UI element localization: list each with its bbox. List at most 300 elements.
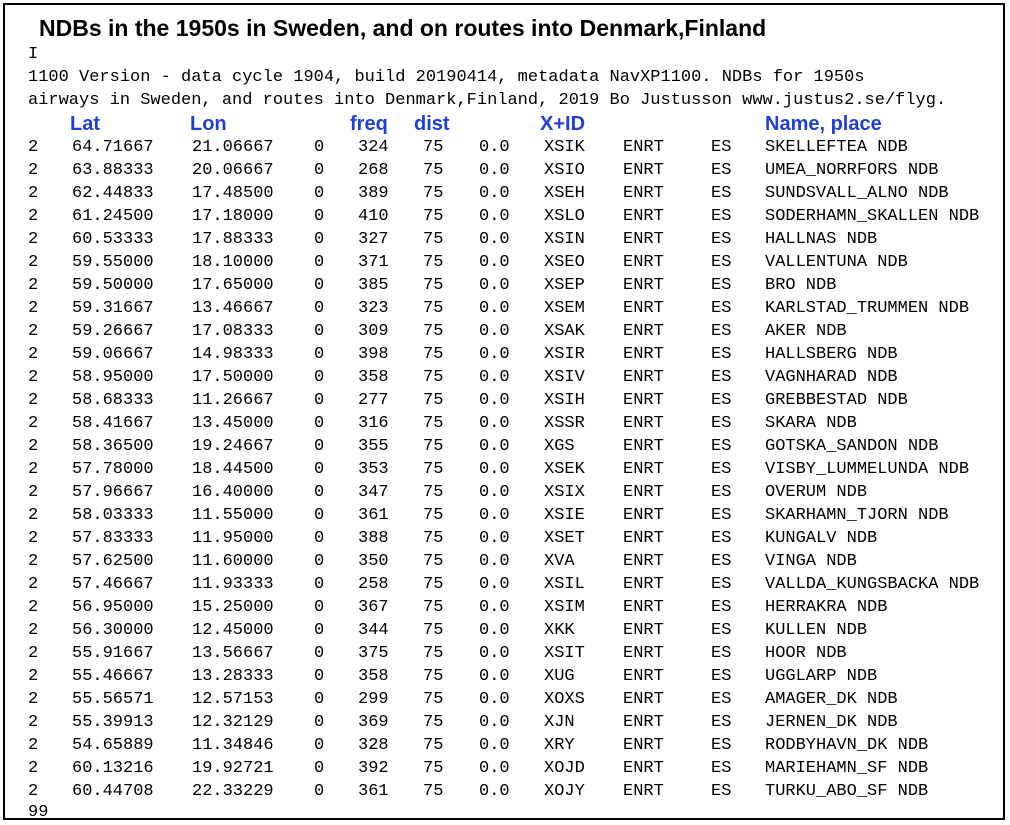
cell-name: SKARA NDB bbox=[765, 414, 857, 433]
cell-lon: 13.56667 bbox=[192, 644, 274, 663]
cell-elevation: 0 bbox=[314, 713, 325, 732]
cell-dist: 75 bbox=[423, 460, 444, 479]
cell-region: ES bbox=[711, 713, 732, 732]
cell-ident: XSEM bbox=[544, 299, 585, 318]
cell-lat: 55.56571 bbox=[72, 690, 154, 709]
cell-region: ES bbox=[711, 230, 732, 249]
cell-dist: 75 bbox=[423, 759, 444, 778]
cell-type: 2 bbox=[28, 322, 39, 341]
cell-type: 2 bbox=[28, 207, 39, 226]
cell-region: ES bbox=[711, 644, 732, 663]
cell-freq: 353 bbox=[358, 460, 389, 479]
cell-lon: 12.57153 bbox=[192, 690, 274, 709]
cell-lon: 19.92721 bbox=[192, 759, 274, 778]
cell-type: 2 bbox=[28, 230, 39, 249]
cell-enrt: ENRT bbox=[623, 414, 664, 433]
cell-region: ES bbox=[711, 161, 732, 180]
cell-freq: 367 bbox=[358, 598, 389, 617]
cell-enrt: ENRT bbox=[623, 391, 664, 410]
cell-name: TURKU_ABO_SF NDB bbox=[765, 782, 929, 801]
cell-lon: 16.40000 bbox=[192, 483, 274, 502]
cell-enrt: ENRT bbox=[623, 483, 664, 502]
document-frame bbox=[3, 3, 1005, 820]
table-row bbox=[5, 251, 1005, 274]
header-line-2: 1100 Version - data cycle 1904, build 20190414, metadata NavXP1100. NDBs for 1950s bbox=[28, 68, 865, 87]
cell-lon: 19.24667 bbox=[192, 437, 274, 456]
cell-name: GREBBESTAD NDB bbox=[765, 391, 908, 410]
cell-dist: 75 bbox=[423, 368, 444, 387]
cell-lon: 17.50000 bbox=[192, 368, 274, 387]
cell-enrt: ENRT bbox=[623, 713, 664, 732]
cell-lat: 59.06667 bbox=[72, 345, 154, 364]
cell-type: 2 bbox=[28, 483, 39, 502]
cell-type: 2 bbox=[28, 437, 39, 456]
cell-bearing: 0.0 bbox=[479, 690, 510, 709]
cell-ident: XSIT bbox=[544, 644, 585, 663]
cell-lat: 57.78000 bbox=[72, 460, 154, 479]
cell-freq: 344 bbox=[358, 621, 389, 640]
cell-enrt: ENRT bbox=[623, 621, 664, 640]
table-row bbox=[5, 780, 1005, 803]
cell-elevation: 0 bbox=[314, 621, 325, 640]
cell-region: ES bbox=[711, 253, 732, 272]
table-row bbox=[5, 458, 1005, 481]
cell-bearing: 0.0 bbox=[479, 437, 510, 456]
cell-name: AMAGER_DK NDB bbox=[765, 690, 898, 709]
cell-elevation: 0 bbox=[314, 299, 325, 318]
cell-name: GOTSKA_SANDON NDB bbox=[765, 437, 939, 456]
table-row bbox=[5, 504, 1005, 527]
cell-freq: 309 bbox=[358, 322, 389, 341]
cell-type: 2 bbox=[28, 598, 39, 617]
cell-freq: 358 bbox=[358, 667, 389, 686]
table-row bbox=[5, 205, 1005, 228]
cell-name: RODBYHAVN_DK NDB bbox=[765, 736, 929, 755]
cell-enrt: ENRT bbox=[623, 368, 664, 387]
cell-ident: XRY bbox=[544, 736, 575, 755]
cell-dist: 75 bbox=[423, 322, 444, 341]
cell-lat: 62.44833 bbox=[72, 184, 154, 203]
cell-bearing: 0.0 bbox=[479, 414, 510, 433]
table-row bbox=[5, 757, 1005, 780]
cell-lon: 13.45000 bbox=[192, 414, 274, 433]
header-line-1: I bbox=[28, 45, 39, 64]
cell-bearing: 0.0 bbox=[479, 621, 510, 640]
cell-lon: 11.95000 bbox=[192, 529, 274, 548]
cell-name: KUNGALV NDB bbox=[765, 529, 878, 548]
cell-name: VISBY_LUMMELUNDA NDB bbox=[765, 460, 970, 479]
cell-region: ES bbox=[711, 506, 732, 525]
cell-ident: XSIN bbox=[544, 230, 585, 249]
cell-bearing: 0.0 bbox=[479, 460, 510, 479]
cell-enrt: ENRT bbox=[623, 437, 664, 456]
cell-elevation: 0 bbox=[314, 391, 325, 410]
cell-enrt: ENRT bbox=[623, 759, 664, 778]
cell-region: ES bbox=[711, 368, 732, 387]
cell-bearing: 0.0 bbox=[479, 644, 510, 663]
table-row bbox=[5, 642, 1005, 665]
cell-region: ES bbox=[711, 299, 732, 318]
cell-bearing: 0.0 bbox=[479, 782, 510, 801]
cell-type: 2 bbox=[28, 460, 39, 479]
cell-lat: 59.31667 bbox=[72, 299, 154, 318]
cell-lon: 17.88333 bbox=[192, 230, 274, 249]
cell-ident: XSIH bbox=[544, 391, 585, 410]
cell-lat: 54.65889 bbox=[72, 736, 154, 755]
cell-type: 2 bbox=[28, 713, 39, 732]
cell-elevation: 0 bbox=[314, 460, 325, 479]
cell-enrt: ENRT bbox=[623, 253, 664, 272]
cell-lat: 60.13216 bbox=[72, 759, 154, 778]
cell-freq: 358 bbox=[358, 368, 389, 387]
cell-type: 2 bbox=[28, 529, 39, 548]
cell-ident: XSEH bbox=[544, 184, 585, 203]
cell-enrt: ENRT bbox=[623, 299, 664, 318]
cell-type: 2 bbox=[28, 345, 39, 364]
table-row bbox=[5, 159, 1005, 182]
cell-lat: 57.46667 bbox=[72, 575, 154, 594]
cell-ident: XSIE bbox=[544, 506, 585, 525]
cell-dist: 75 bbox=[423, 414, 444, 433]
cell-type: 2 bbox=[28, 667, 39, 686]
cell-dist: 75 bbox=[423, 391, 444, 410]
cell-lat: 55.39913 bbox=[72, 713, 154, 732]
cell-lon: 11.34846 bbox=[192, 736, 274, 755]
cell-name: HALLSBERG NDB bbox=[765, 345, 898, 364]
cell-elevation: 0 bbox=[314, 598, 325, 617]
cell-freq: 392 bbox=[358, 759, 389, 778]
cell-name: OVERUM NDB bbox=[765, 483, 868, 502]
table-row bbox=[5, 688, 1005, 711]
table-row bbox=[5, 481, 1005, 504]
cell-elevation: 0 bbox=[314, 138, 325, 157]
cell-ident: XUG bbox=[544, 667, 575, 686]
table-row bbox=[5, 734, 1005, 757]
cell-type: 2 bbox=[28, 138, 39, 157]
table-row bbox=[5, 596, 1005, 619]
cell-lat: 64.71667 bbox=[72, 138, 154, 157]
cell-bearing: 0.0 bbox=[479, 299, 510, 318]
cell-elevation: 0 bbox=[314, 414, 325, 433]
cell-elevation: 0 bbox=[314, 552, 325, 571]
cell-freq: 347 bbox=[358, 483, 389, 502]
cell-lon: 13.28333 bbox=[192, 667, 274, 686]
cell-enrt: ENRT bbox=[623, 276, 664, 295]
cell-ident: XSEO bbox=[544, 253, 585, 272]
table-row bbox=[5, 389, 1005, 412]
cell-freq: 350 bbox=[358, 552, 389, 571]
cell-region: ES bbox=[711, 736, 732, 755]
table-row bbox=[5, 136, 1005, 159]
cell-name: HALLNAS NDB bbox=[765, 230, 878, 249]
cell-region: ES bbox=[711, 322, 732, 341]
cell-dist: 75 bbox=[423, 345, 444, 364]
cell-elevation: 0 bbox=[314, 230, 325, 249]
cell-lat: 58.36500 bbox=[72, 437, 154, 456]
cell-type: 2 bbox=[28, 299, 39, 318]
cell-region: ES bbox=[711, 483, 732, 502]
table-row bbox=[5, 573, 1005, 596]
cell-freq: 355 bbox=[358, 437, 389, 456]
cell-dist: 75 bbox=[423, 207, 444, 226]
cell-enrt: ENRT bbox=[623, 644, 664, 663]
cell-freq: 361 bbox=[358, 782, 389, 801]
cell-ident: XSEP bbox=[544, 276, 585, 295]
cell-freq: 316 bbox=[358, 414, 389, 433]
cell-ident: XSIM bbox=[544, 598, 585, 617]
cell-freq: 389 bbox=[358, 184, 389, 203]
cell-name: MARIEHAMN_SF NDB bbox=[765, 759, 929, 778]
cell-freq: 328 bbox=[358, 736, 389, 755]
cell-region: ES bbox=[711, 575, 732, 594]
cell-ident: XOXS bbox=[544, 690, 585, 709]
cell-elevation: 0 bbox=[314, 736, 325, 755]
cell-freq: 268 bbox=[358, 161, 389, 180]
cell-region: ES bbox=[711, 667, 732, 686]
cell-type: 2 bbox=[28, 276, 39, 295]
cell-type: 2 bbox=[28, 391, 39, 410]
cell-enrt: ENRT bbox=[623, 207, 664, 226]
cell-ident: XSLO bbox=[544, 207, 585, 226]
cell-elevation: 0 bbox=[314, 644, 325, 663]
cell-freq: 361 bbox=[358, 506, 389, 525]
cell-type: 2 bbox=[28, 552, 39, 571]
cell-lon: 17.65000 bbox=[192, 276, 274, 295]
cell-bearing: 0.0 bbox=[479, 736, 510, 755]
cell-lat: 59.26667 bbox=[72, 322, 154, 341]
cell-elevation: 0 bbox=[314, 322, 325, 341]
cell-type: 2 bbox=[28, 736, 39, 755]
table-row bbox=[5, 297, 1005, 320]
cell-bearing: 0.0 bbox=[479, 552, 510, 571]
cell-name: UGGLARP NDB bbox=[765, 667, 878, 686]
cell-name: VINGA NDB bbox=[765, 552, 857, 571]
cell-name: UMEA_NORRFORS NDB bbox=[765, 161, 939, 180]
cell-elevation: 0 bbox=[314, 575, 325, 594]
cell-enrt: ENRT bbox=[623, 552, 664, 571]
table-row bbox=[5, 665, 1005, 688]
cell-type: 2 bbox=[28, 414, 39, 433]
table-row bbox=[5, 412, 1005, 435]
cell-dist: 75 bbox=[423, 598, 444, 617]
cell-dist: 75 bbox=[423, 230, 444, 249]
cell-lat: 57.96667 bbox=[72, 483, 154, 502]
cell-lat: 58.41667 bbox=[72, 414, 154, 433]
cell-lon: 22.33229 bbox=[192, 782, 274, 801]
cell-region: ES bbox=[711, 437, 732, 456]
cell-dist: 75 bbox=[423, 437, 444, 456]
cell-freq: 410 bbox=[358, 207, 389, 226]
cell-dist: 75 bbox=[423, 506, 444, 525]
cell-bearing: 0.0 bbox=[479, 184, 510, 203]
cell-lon: 15.25000 bbox=[192, 598, 274, 617]
cell-dist: 75 bbox=[423, 621, 444, 640]
cell-region: ES bbox=[711, 276, 732, 295]
cell-lon: 20.06667 bbox=[192, 161, 274, 180]
cell-ident: XSAK bbox=[544, 322, 585, 341]
cell-type: 2 bbox=[28, 644, 39, 663]
cell-bearing: 0.0 bbox=[479, 713, 510, 732]
cell-region: ES bbox=[711, 690, 732, 709]
cell-bearing: 0.0 bbox=[479, 483, 510, 502]
cell-enrt: ENRT bbox=[623, 529, 664, 548]
cell-lon: 18.44500 bbox=[192, 460, 274, 479]
cell-bearing: 0.0 bbox=[479, 161, 510, 180]
cell-elevation: 0 bbox=[314, 276, 325, 295]
cell-type: 2 bbox=[28, 506, 39, 525]
table-row bbox=[5, 274, 1005, 297]
cell-ident: XKK bbox=[544, 621, 575, 640]
cell-lon: 17.08333 bbox=[192, 322, 274, 341]
cell-dist: 75 bbox=[423, 644, 444, 663]
cell-region: ES bbox=[711, 598, 732, 617]
cell-name: SKELLEFTEA NDB bbox=[765, 138, 908, 157]
cell-dist: 75 bbox=[423, 667, 444, 686]
cell-region: ES bbox=[711, 621, 732, 640]
table-row bbox=[5, 435, 1005, 458]
cell-name: AKER NDB bbox=[765, 322, 847, 341]
cell-region: ES bbox=[711, 460, 732, 479]
cell-elevation: 0 bbox=[314, 207, 325, 226]
cell-ident: XSIK bbox=[544, 138, 585, 157]
cell-freq: 398 bbox=[358, 345, 389, 364]
cell-lon: 11.55000 bbox=[192, 506, 274, 525]
cell-type: 2 bbox=[28, 253, 39, 272]
cell-region: ES bbox=[711, 391, 732, 410]
cell-ident: XSEK bbox=[544, 460, 585, 479]
cell-dist: 75 bbox=[423, 552, 444, 571]
cell-ident: XSIV bbox=[544, 368, 585, 387]
cell-enrt: ENRT bbox=[623, 345, 664, 364]
cell-lat: 60.53333 bbox=[72, 230, 154, 249]
cell-dist: 75 bbox=[423, 690, 444, 709]
table-row bbox=[5, 320, 1005, 343]
cell-region: ES bbox=[711, 759, 732, 778]
cell-lon: 12.45000 bbox=[192, 621, 274, 640]
cell-lat: 56.95000 bbox=[72, 598, 154, 617]
cell-ident: XVA bbox=[544, 552, 575, 571]
cell-elevation: 0 bbox=[314, 690, 325, 709]
cell-region: ES bbox=[711, 552, 732, 571]
cell-lat: 56.30000 bbox=[72, 621, 154, 640]
column-header-dist: dist bbox=[414, 113, 450, 135]
cell-dist: 75 bbox=[423, 736, 444, 755]
cell-type: 2 bbox=[28, 184, 39, 203]
cell-enrt: ENRT bbox=[623, 506, 664, 525]
cell-bearing: 0.0 bbox=[479, 506, 510, 525]
cell-lat: 60.44708 bbox=[72, 782, 154, 801]
cell-type: 2 bbox=[28, 575, 39, 594]
cell-lon: 12.32129 bbox=[192, 713, 274, 732]
cell-bearing: 0.0 bbox=[479, 138, 510, 157]
cell-region: ES bbox=[711, 207, 732, 226]
cell-elevation: 0 bbox=[314, 667, 325, 686]
cell-lon: 11.26667 bbox=[192, 391, 274, 410]
cell-name: BRO NDB bbox=[765, 276, 837, 295]
cell-type: 2 bbox=[28, 690, 39, 709]
cell-region: ES bbox=[711, 138, 732, 157]
cell-name: VALLDA_KUNGSBACKA NDB bbox=[765, 575, 980, 594]
cell-freq: 385 bbox=[358, 276, 389, 295]
cell-elevation: 0 bbox=[314, 483, 325, 502]
cell-dist: 75 bbox=[423, 713, 444, 732]
cell-name: KULLEN NDB bbox=[765, 621, 868, 640]
cell-lat: 59.55000 bbox=[72, 253, 154, 272]
cell-bearing: 0.0 bbox=[479, 322, 510, 341]
cell-freq: 324 bbox=[358, 138, 389, 157]
table-row bbox=[5, 527, 1005, 550]
cell-enrt: ENRT bbox=[623, 161, 664, 180]
cell-bearing: 0.0 bbox=[479, 529, 510, 548]
cell-ident: XGS bbox=[544, 437, 575, 456]
cell-region: ES bbox=[711, 782, 732, 801]
cell-name: SKARHAMN_TJORN NDB bbox=[765, 506, 949, 525]
cell-lon: 17.48500 bbox=[192, 184, 274, 203]
cell-lat: 57.62500 bbox=[72, 552, 154, 571]
cell-elevation: 0 bbox=[314, 506, 325, 525]
cell-bearing: 0.0 bbox=[479, 759, 510, 778]
cell-name: HERRAKRA NDB bbox=[765, 598, 888, 617]
cell-dist: 75 bbox=[423, 138, 444, 157]
cell-ident: XJN bbox=[544, 713, 575, 732]
cell-elevation: 0 bbox=[314, 161, 325, 180]
cell-elevation: 0 bbox=[314, 184, 325, 203]
cell-bearing: 0.0 bbox=[479, 230, 510, 249]
cell-region: ES bbox=[711, 184, 732, 203]
cell-name: KARLSTAD_TRUMMEN NDB bbox=[765, 299, 970, 318]
cell-name: HOOR NDB bbox=[765, 644, 847, 663]
cell-enrt: ENRT bbox=[623, 667, 664, 686]
cell-freq: 327 bbox=[358, 230, 389, 249]
cell-dist: 75 bbox=[423, 161, 444, 180]
table-row bbox=[5, 619, 1005, 642]
cell-ident: XSSR bbox=[544, 414, 585, 433]
cell-bearing: 0.0 bbox=[479, 598, 510, 617]
table-row bbox=[5, 550, 1005, 573]
cell-freq: 369 bbox=[358, 713, 389, 732]
cell-name: JERNEN_DK NDB bbox=[765, 713, 898, 732]
cell-freq: 299 bbox=[358, 690, 389, 709]
cell-bearing: 0.0 bbox=[479, 253, 510, 272]
cell-lon: 17.18000 bbox=[192, 207, 274, 226]
column-header-lon: Lon bbox=[190, 113, 227, 135]
cell-freq: 388 bbox=[358, 529, 389, 548]
cell-enrt: ENRT bbox=[623, 184, 664, 203]
cell-lat: 59.50000 bbox=[72, 276, 154, 295]
cell-lat: 61.24500 bbox=[72, 207, 154, 226]
page-title: NDBs in the 1950s in Sweden, and on routes into Denmark,Finland bbox=[39, 15, 767, 41]
cell-elevation: 0 bbox=[314, 345, 325, 364]
cell-elevation: 0 bbox=[314, 368, 325, 387]
cell-enrt: ENRT bbox=[623, 575, 664, 594]
cell-lon: 18.10000 bbox=[192, 253, 274, 272]
cell-enrt: ENRT bbox=[623, 230, 664, 249]
cell-lon: 14.98333 bbox=[192, 345, 274, 364]
cell-bearing: 0.0 bbox=[479, 667, 510, 686]
column-header-id: X+ID bbox=[540, 113, 586, 135]
cell-bearing: 0.0 bbox=[479, 276, 510, 295]
cell-dist: 75 bbox=[423, 299, 444, 318]
cell-enrt: ENRT bbox=[623, 736, 664, 755]
table-row bbox=[5, 343, 1005, 366]
cell-name: SODERHAMN_SKALLEN NDB bbox=[765, 207, 980, 226]
cell-ident: XSIX bbox=[544, 483, 585, 502]
cell-enrt: ENRT bbox=[623, 138, 664, 157]
column-header-name: Name, place bbox=[765, 113, 882, 135]
cell-ident: XSIL bbox=[544, 575, 585, 594]
cell-freq: 371 bbox=[358, 253, 389, 272]
cell-bearing: 0.0 bbox=[479, 575, 510, 594]
